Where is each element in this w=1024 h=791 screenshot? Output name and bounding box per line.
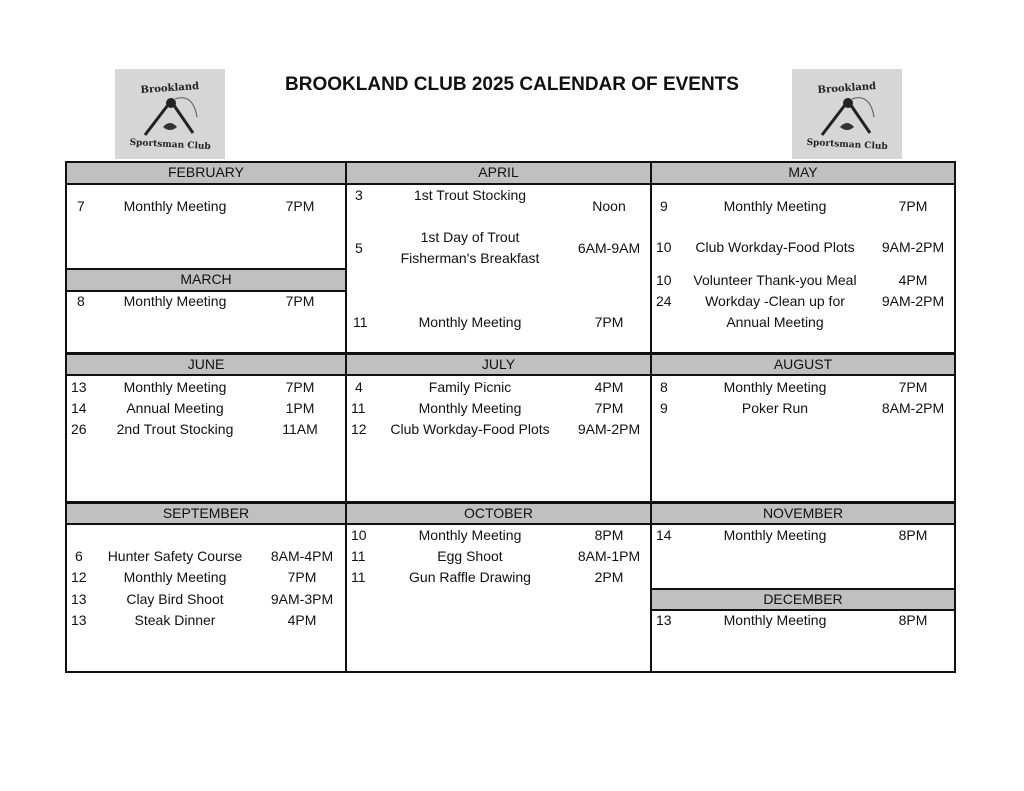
event-time: 9AM-2PM bbox=[577, 421, 641, 437]
event-time: 7PM bbox=[898, 198, 928, 214]
event-time: 4PM bbox=[287, 612, 317, 628]
event-time: 9AM-2PM bbox=[881, 293, 945, 309]
event-name: Steak Dinner bbox=[134, 612, 216, 628]
event-name: Family Picnic bbox=[428, 379, 512, 395]
event-time: 8AM-2PM bbox=[881, 400, 945, 416]
event-time: 9AM-2PM bbox=[881, 239, 945, 255]
month-header-october: OCTOBER bbox=[345, 502, 652, 525]
event-time: 6AM-9AM bbox=[577, 240, 641, 256]
event-day: 6 bbox=[75, 548, 83, 564]
event-name: Monthly Meeting bbox=[418, 400, 522, 416]
event-time: 7PM bbox=[285, 379, 315, 395]
event-time: 9AM-3PM bbox=[270, 591, 334, 607]
event-time: 7PM bbox=[594, 314, 624, 330]
event-day: 8 bbox=[660, 379, 668, 395]
event-day: 5 bbox=[355, 240, 363, 256]
event-day: 26 bbox=[71, 421, 87, 437]
event-name: Monthly Meeting bbox=[418, 527, 522, 543]
event-name: Poker Run bbox=[741, 400, 809, 416]
event-time: 7PM bbox=[285, 293, 315, 309]
month-header-february: FEBRUARY bbox=[65, 161, 347, 185]
event-time: 2PM bbox=[594, 569, 624, 585]
event-day: 11 bbox=[351, 400, 366, 416]
event-time: 8PM bbox=[898, 527, 928, 543]
event-name-line2: Annual Meeting bbox=[726, 314, 824, 330]
month-header-november: NOVEMBER bbox=[650, 502, 956, 525]
event-time: Noon bbox=[592, 198, 626, 214]
month-header-april: APRIL bbox=[345, 161, 652, 185]
event-name: Egg Shoot bbox=[437, 548, 503, 564]
event-time: 8PM bbox=[594, 527, 624, 543]
event-name: Annual Meeting bbox=[126, 400, 224, 416]
event-day: 7 bbox=[77, 198, 85, 214]
october-body bbox=[345, 523, 652, 673]
event-time: 8PM bbox=[898, 612, 928, 628]
event-name: Volunteer Thank-you Meal bbox=[693, 272, 857, 288]
event-row bbox=[650, 292, 956, 334]
logo-text-bottom: Sportsman Club bbox=[129, 137, 211, 153]
club-logo-left bbox=[115, 69, 225, 159]
event-name: 2nd Trout Stocking bbox=[116, 421, 234, 437]
event-day: 9 bbox=[660, 400, 668, 416]
event-time: 4PM bbox=[594, 379, 624, 395]
event-day: 11 bbox=[351, 569, 366, 585]
logo-text-bottom: Sportsman Club bbox=[806, 137, 888, 153]
event-time: 1PM bbox=[285, 400, 315, 416]
logo-text-top: Brookland bbox=[817, 80, 877, 97]
event-day: 14 bbox=[71, 400, 87, 416]
event-time: 4PM bbox=[898, 272, 928, 288]
event-day: 13 bbox=[71, 591, 87, 607]
event-day: 4 bbox=[355, 379, 363, 395]
event-time: 7PM bbox=[287, 569, 317, 585]
page-title: BROOKLAND CLUB 2025 CALENDAR OF EVENTS bbox=[285, 74, 739, 95]
event-day: 13 bbox=[71, 379, 87, 395]
event-day: 12 bbox=[351, 421, 367, 437]
event-row bbox=[345, 186, 652, 226]
month-header-june: JUNE bbox=[65, 353, 347, 376]
event-name-line2: Fisherman's Breakfast bbox=[400, 250, 540, 266]
event-day: 9 bbox=[660, 198, 668, 214]
event-time: 8AM-1PM bbox=[577, 548, 641, 564]
month-header-september: SEPTEMBER bbox=[65, 502, 347, 525]
event-name: Monthly Meeting bbox=[418, 314, 522, 330]
month-header-august: AUGUST bbox=[650, 353, 956, 376]
club-logo-right bbox=[792, 69, 902, 159]
month-header-march: MARCH bbox=[65, 268, 347, 292]
event-name: 1st Trout Stocking bbox=[413, 187, 527, 203]
event-name-line1: Workday -Clean up for bbox=[705, 293, 845, 309]
event-day: 24 bbox=[656, 293, 672, 309]
event-name: Monthly Meeting bbox=[723, 527, 827, 543]
event-name: Hunter Safety Course bbox=[107, 548, 243, 564]
event-day: 12 bbox=[71, 569, 87, 585]
event-name: Monthly Meeting bbox=[123, 569, 227, 585]
logo-text-top: Brookland bbox=[140, 80, 200, 97]
event-time: 7PM bbox=[594, 400, 624, 416]
event-row bbox=[345, 228, 652, 268]
event-time: 7PM bbox=[898, 379, 928, 395]
event-day: 13 bbox=[71, 612, 87, 628]
event-name-line1: 1st Day of Trout bbox=[420, 229, 520, 245]
event-name: Monthly Meeting bbox=[723, 379, 827, 395]
event-name: Monthly Meeting bbox=[723, 612, 827, 628]
event-day: 11 bbox=[351, 548, 366, 564]
event-time: 7PM bbox=[285, 198, 315, 214]
event-name: Monthly Meeting bbox=[723, 198, 827, 214]
event-day: 10 bbox=[656, 239, 672, 255]
event-time: 8AM-4PM bbox=[270, 548, 334, 564]
event-name: Clay Bird Shoot bbox=[126, 591, 224, 607]
event-name: Monthly Meeting bbox=[123, 198, 227, 214]
event-day: 13 bbox=[656, 612, 672, 628]
month-header-december: DECEMBER bbox=[650, 588, 956, 611]
month-header-july: JULY bbox=[345, 353, 652, 376]
sportsman-club-logo-icon bbox=[792, 69, 902, 159]
event-day: 10 bbox=[351, 527, 367, 543]
event-time: 11AM bbox=[282, 421, 318, 437]
event-day: 8 bbox=[77, 293, 85, 309]
month-header-may: MAY bbox=[650, 161, 956, 185]
event-day: 3 bbox=[355, 187, 363, 203]
event-day: 11 bbox=[353, 314, 368, 330]
event-name: Gun Raffle Drawing bbox=[409, 569, 531, 585]
sportsman-club-logo-icon bbox=[115, 69, 225, 159]
event-name: Monthly Meeting bbox=[123, 293, 227, 309]
event-name: Club Workday-Food Plots bbox=[390, 421, 550, 437]
event-name: Club Workday-Food Plots bbox=[695, 239, 855, 255]
event-day: 10 bbox=[656, 272, 672, 288]
event-day: 14 bbox=[656, 527, 672, 543]
event-name: Monthly Meeting bbox=[123, 379, 227, 395]
